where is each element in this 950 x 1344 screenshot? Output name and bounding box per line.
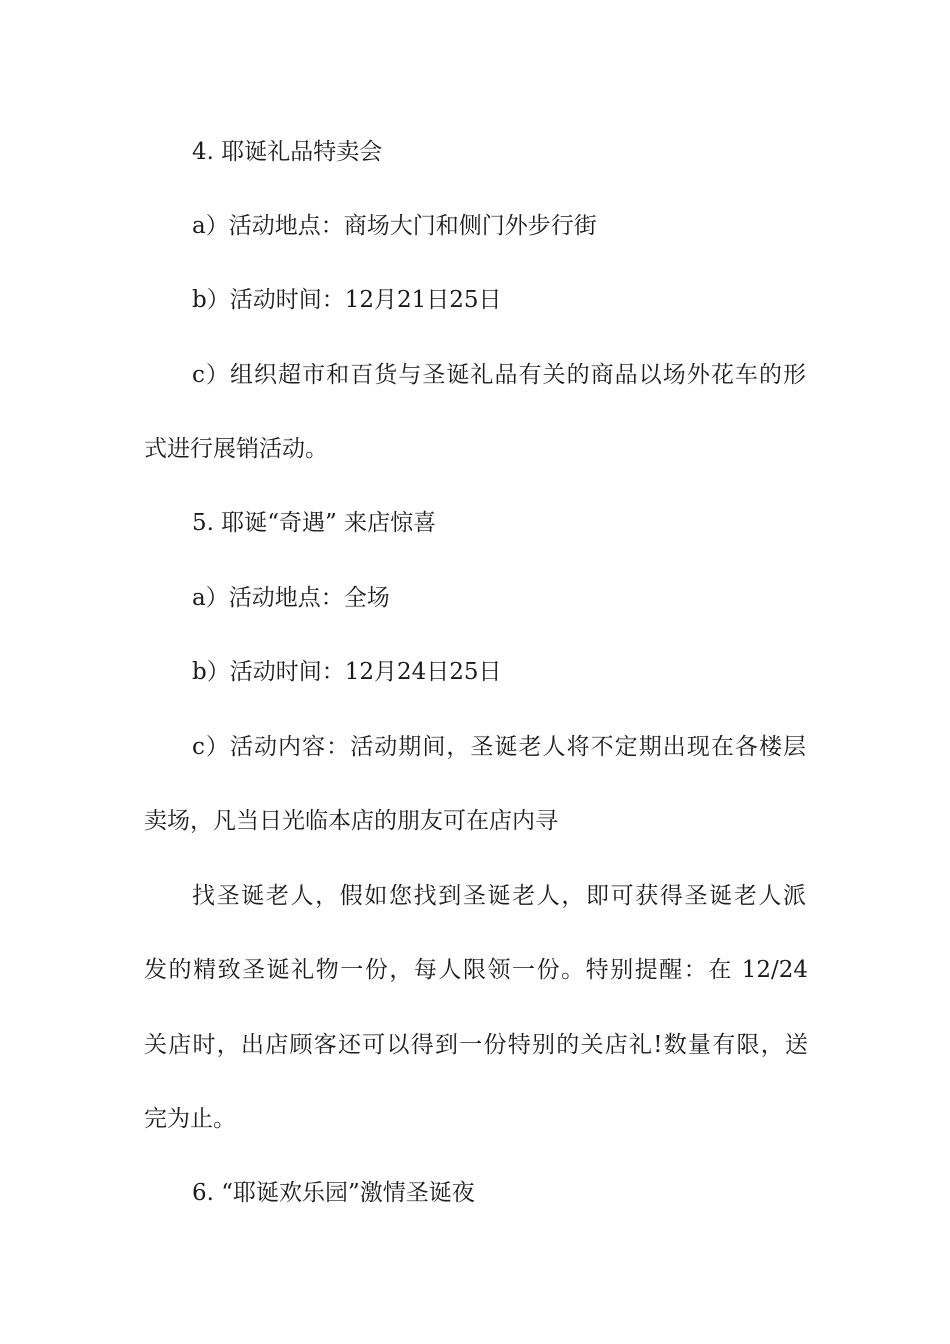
surprise-time: b）活动时间：12月24日25日	[192, 659, 502, 685]
surprise-content-line-1: c）活动内容：活动期间，圣诞老人将不定期出现在各楼层	[192, 734, 806, 760]
gift-sale-location: a）活动地点：商场大门和侧门外步行街	[192, 213, 597, 239]
surprise-paragraph-line-4: 完为止。	[144, 1106, 236, 1132]
section-heading-surprise: 5. 耶诞“奇遇” 来店惊喜	[192, 510, 437, 536]
gift-sale-content-line-2: 式进行展销活动。	[144, 436, 328, 462]
section-heading-christmas-night: 6. “耶诞欢乐园”激情圣诞夜	[192, 1180, 475, 1206]
gift-sale-time: b）活动时间：12月21日25日	[192, 287, 502, 313]
surprise-paragraph-line-2: 发的精致圣诞礼物一份，每人限领一份。特别提醒：在 12/24	[144, 957, 808, 983]
surprise-location: a）活动地点：全场	[192, 585, 390, 611]
surprise-paragraph-line-3: 关店时，出店顾客还可以得到一份特别的关店礼!数量有限，送	[144, 1032, 808, 1058]
section-heading-gift-sale: 4. 耶诞礼品特卖会	[192, 139, 383, 165]
surprise-paragraph-line-1: 找圣诞老人，假如您找到圣诞老人，即可获得圣诞老人派	[192, 883, 806, 909]
gift-sale-content-line-1: c）组织超市和百货与圣诞礼品有关的商品以场外花车的形	[192, 362, 806, 388]
surprise-content-line-2: 卖场，凡当日光临本店的朋友可在店内寻	[144, 808, 558, 834]
